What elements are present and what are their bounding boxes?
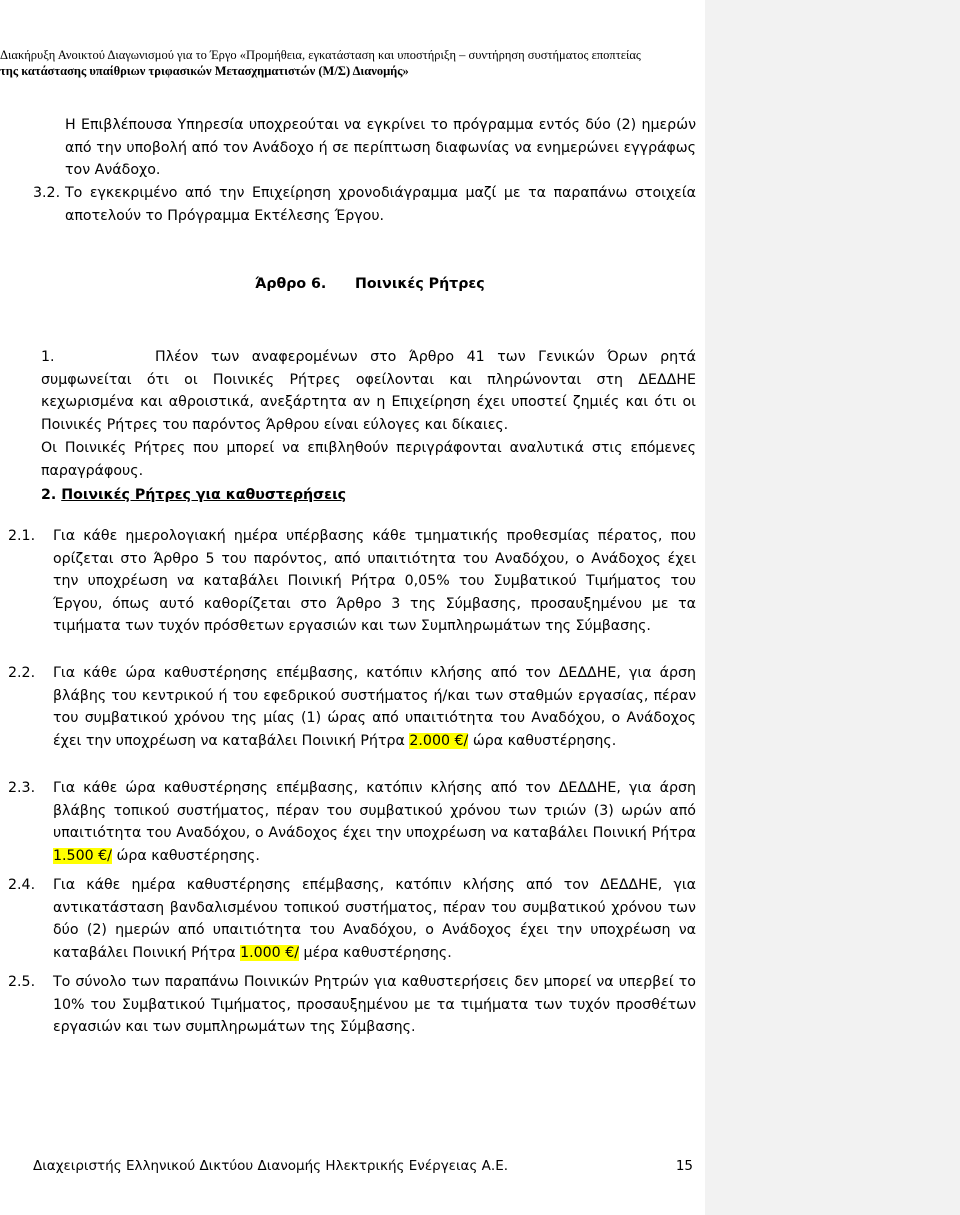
document-header <box>0 47 700 79</box>
paragraph-2-4-after: μέρα καθυστέρησης. <box>303 944 452 961</box>
paragraph-2-3-number: 2.3. <box>8 780 36 796</box>
section-2-number: 2. <box>41 487 57 503</box>
header-line-1: Διακήρυξη Ανοικτού Διαγωνισμού για το Έργο «Προμήθεια, εγκατάσταση και υποστήριξη – συντήρηση συστήματος εποπτείας <box>0 48 641 62</box>
paragraph-2-2-body: Για κάθε ώρα καθυστέρησης επέμβασης, κατόπιν κλήσης από τον ΔΕΔΔΗΕ, για άρση βλάβης του κεντρικού ή του εφεδρικού συστήματος ή/και των σταθμών εργασίας, πέραν του συμβατικού χρόνου της μίας (1) ώρας από υπαιτιότητα του Αναδόχου, ο Ανάδοχος έχει την υποχρέωση να καταβάλει Ποινική Ρήτρα <box>53 665 696 749</box>
paragraph-2-3-body: Για κάθε ώρα καθυστέρησης επέμβασης, κατόπιν κλήσης από τον ΔΕΔΔΗΕ, για άρση βλάβης τοπικού συστήματος, πέραν του συμβατικού χρόνου των τριών (3) ωρών από υπαιτιότητα του Αναδόχου, ο Ανάδοχος έχει την υποχρέωση να καταβάλει Ποινική Ρήτρα <box>53 780 696 841</box>
article-title: Ποινικές Ρήτρες <box>355 276 485 292</box>
penalty-amount-2-2: 2.000 €/ <box>409 732 469 749</box>
penalty-amount-2-3: 1.500 €/ <box>53 847 112 864</box>
paragraph-1-text: Πλέον των αναφερομένων στο Άρθρο 41 των Γενικών Όρων ρητά συμφωνείται ότι οι Ποινικές Ρήτρες οφείλονται και πληρώνονται στη ΔΕΔΔΗΕ κεχωρισμένα και αθροιστικά, ανεξάρτητα αν η Επιχείρηση έχει υποστεί ζημιές και ότι οι Ποινικές Ρήτρες του παρόντος Άρθρου είναι εύλογες και δίκαιες. <box>41 349 696 433</box>
page-footer <box>33 1158 693 1174</box>
paragraph-2-2-after: ώρα καθυστέρησης. <box>472 732 617 749</box>
paragraph-2-3-text <box>53 777 696 867</box>
paragraph-2-1-number: 2.1. <box>8 528 36 544</box>
paragraph-2-3-after: ώρα καθυστέρησης. <box>116 847 260 864</box>
paragraph-1b-text: Οι Ποινικές Ρήτρες που μπορεί να επιβληθούν περιγράφονται αναλυτικά στις επόμενες παραγράφους. <box>41 440 696 479</box>
paragraph-2-1-text: Για κάθε ημερολογιακή ημέρα υπέρβασης κάθε τμηματικής προθεσμίας πέρατος, που ορίζεται στο Άρθρο 5 του παρόντος, από υπαιτιότητα του Αναδόχου, ο Ανάδοχος έχει την υποχρέωση να καταβάλει Ποινική Ρήτρα 0,05% του Συμβατικού Τιμήματος του Έργου, όπως αυτό καθορίζεται στο Άρθρο 3 της Σύμβασης, προσαυξημένου με τα τιμήματα των τυχόν πρόσθετων εργασιών και των Συμπληρωμάτων της Σύμβασης. <box>53 528 696 634</box>
paragraph-2-4-body: Για κάθε ημέρα καθυστέρησης επέμβασης, κατόπιν κλήσης από τον ΔΕΔΔΗΕ, για αντικατάσταση βανδαλισμένου τοπικού συστήματος, πέραν του συμβατικού χρόνου των δύο (2) ημερών από υπαιτιότητα του Αναδόχου, ο Ανάδοχος έχει την υποχρέωση να καταβάλει Ποινική Ρήτρα <box>53 877 696 961</box>
article-label: Άρθρο 6. <box>255 276 327 292</box>
penalty-amount-2-4: 1.000 €/ <box>240 944 300 961</box>
section-3-2-text: Το εγκεκριμένο από την Επιχείρηση χρονοδιάγραμμα μαζί με τα παραπάνω στοιχεία αποτελούν το Πρόγραμμα Εκτέλεσης Έργου. <box>65 185 696 224</box>
paragraph-2-4-text <box>53 874 696 964</box>
intro-paragraph: Η Επιβλέπουσα Υπηρεσία υποχρεούται να εγκρίνει το πρόγραμμα εντός δύο (2) ημερών από την υποβολή από τον Ανάδοχο ή σε περίπτωση διαφωνίας να ενημερώνει εγγράφως τον Ανάδοχο. <box>65 117 696 178</box>
paragraph-2-5-number: 2.5. <box>8 974 36 990</box>
paragraph-1-number: 1. <box>41 349 55 365</box>
section-2-title: Ποινικές Ρήτρες για καθυστερήσεις <box>61 487 347 503</box>
header-line-2: της κατάστασης υπαίθριων τριφασικών Μετασχηματιστών (Μ/Σ) Διανομής» <box>0 64 409 78</box>
page-number: 15 <box>675 1158 693 1174</box>
paragraph-2-4-number: 2.4. <box>8 877 36 893</box>
paragraph-2-2-number: 2.2. <box>8 665 36 681</box>
paragraph-2-5-text: Το σύνολο των παραπάνω Ποινικών Ρητρών για καθυστερήσεις δεν μπορεί να υπερβεί το 10% του Συμβατικού Τιμήματος, προσαυξημένου με τα τιμήματα των τυχόν προσθέτων εργασιών και των συμπληρωμάτων της Σύμβασης. <box>53 974 696 1035</box>
paragraph-2-2-text <box>53 662 696 752</box>
section-2-heading <box>41 487 346 503</box>
footer-organization: Διαχειριστής Ελληνικού Δικτύου Διανομής Ηλεκτρικής Ενέργειας Α.Ε. <box>33 1158 509 1174</box>
section-3-2-number: 3.2. <box>33 185 61 201</box>
comment-margin-panel <box>705 0 960 1215</box>
